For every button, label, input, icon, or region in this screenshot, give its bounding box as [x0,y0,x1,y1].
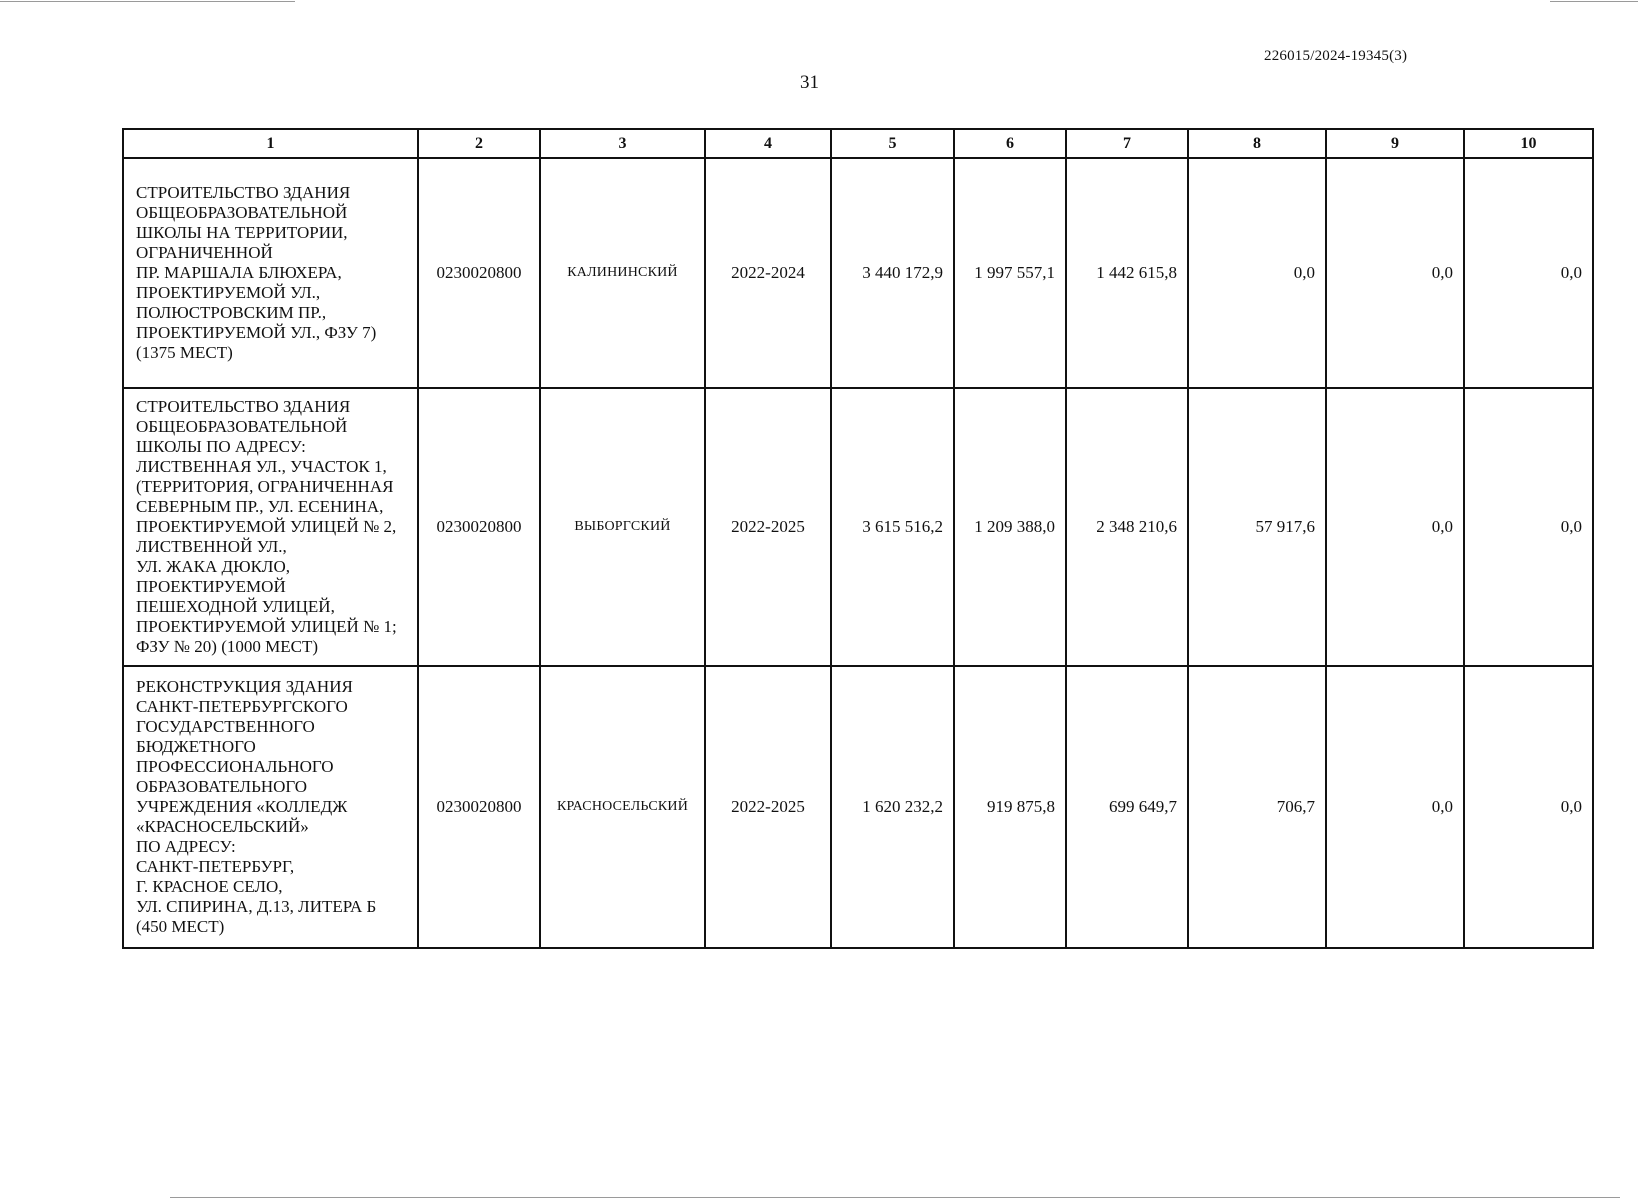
description-line: СЕВЕРНЫМ ПР., УЛ. ЕСЕНИНА, [136,497,384,516]
description-line: (1375 МЕСТ) [136,343,233,362]
description-line: ПРОФЕССИОНАЛЬНОГО [136,757,334,776]
description-line: ШКОЛЫ ПО АДРЕСУ: [136,437,306,456]
budget-code: 0230020800 [418,666,540,948]
value-col5: 3 615 516,2 [831,388,954,666]
value-col6: 919 875,8 [954,666,1066,948]
value-col7: 699 649,7 [1066,666,1188,948]
value-col9: 0,0 [1326,666,1464,948]
description-line: ЛИСТВЕННАЯ УЛ., УЧАСТОК 1, [136,457,387,476]
period: 2022-2025 [705,388,831,666]
object-description [123,666,418,948]
value-col6: 1 209 388,0 [954,388,1066,666]
description-line: САНКТ-ПЕТЕРБУРГ, [136,857,295,876]
description-line: УЛ. СПИРИНА, Д.13, ЛИТЕРА Б [136,897,377,916]
description-line: ФЗУ № 20) (1000 МЕСТ) [136,637,318,656]
description-line: УЧРЕЖДЕНИЯ «КОЛЛЕДЖ [136,797,348,816]
district-name: КАЛИНИНСКИЙ [540,158,705,388]
column-number-row [123,129,1593,158]
budget-code: 0230020800 [418,158,540,388]
column-header: 2 [418,129,540,158]
description-line: ОБРАЗОВАТЕЛЬНОГО [136,777,308,796]
object-description [123,388,418,666]
description-line: РЕКОНСТРУКЦИЯ ЗДАНИЯ [136,677,353,696]
column-header: 1 [123,129,418,158]
description-line: ПРОЕКТИРУЕМОЙ УЛИЦЕЙ № 1; [136,617,397,636]
value-col9: 0,0 [1326,158,1464,388]
period: 2022-2025 [705,666,831,948]
value-col8: 57 917,6 [1188,388,1326,666]
value-col6: 1 997 557,1 [954,158,1066,388]
table-row [123,666,1593,948]
description-line: ПО АДРЕСУ: [136,837,236,856]
description-line: ШКОЛЫ НА ТЕРРИТОРИИ, [136,223,348,242]
budget-table [122,128,1594,949]
description-line: ЛИСТВЕННОЙ УЛ., [136,537,287,556]
value-col10: 0,0 [1464,158,1593,388]
value-col5: 3 440 172,9 [831,158,954,388]
value-col5: 1 620 232,2 [831,666,954,948]
district-name: КРАСНОСЕЛЬСКИЙ [540,666,705,948]
description-line: ПРОЕКТИРУЕМОЙ УЛИЦЕЙ № 2, [136,517,397,536]
column-header: 10 [1464,129,1593,158]
column-header: 9 [1326,129,1464,158]
district-name: ВЫБОРГСКИЙ [540,388,705,666]
object-description [123,158,418,388]
scan-edge-bottom [170,1197,1620,1198]
description-line: ОГРАНИЧЕННОЙ [136,243,273,262]
description-line: ПОЛЮСТРОВСКИМ ПР., [136,303,327,322]
description-line: ОБЩЕОБРАЗОВАТЕЛЬНОЙ [136,203,348,222]
value-col10: 0,0 [1464,388,1593,666]
value-col8: 0,0 [1188,158,1326,388]
description-line: САНКТ-ПЕТЕРБУРГСКОГО [136,697,348,716]
column-header: 3 [540,129,705,158]
table-row [123,158,1593,388]
table-row [123,388,1593,666]
description-line: СТРОИТЕЛЬСТВО ЗДАНИЯ [136,397,351,416]
description-line: ПРОЕКТИРУЕМОЙ УЛ., ФЗУ 7) [136,323,377,342]
value-col8: 706,7 [1188,666,1326,948]
description-line: БЮДЖЕТНОГО [136,737,256,756]
column-header: 4 [705,129,831,158]
description-line: Г. КРАСНОЕ СЕЛО, [136,877,283,896]
column-header: 5 [831,129,954,158]
description-line: ГОСУДАРСТВЕННОГО [136,717,315,736]
document-number: 226015/2024-19345(3) [1264,48,1408,64]
page-number: 31 [800,72,819,93]
description-line: (450 МЕСТ) [136,917,225,936]
description-line: (ТЕРРИТОРИЯ, ОГРАНИЧЕННАЯ [136,477,394,496]
description-line: СТРОИТЕЛЬСТВО ЗДАНИЯ [136,183,351,202]
description-line: ПРОЕКТИРУЕМОЙ [136,577,286,596]
scan-edge-top-left [0,1,295,2]
column-header: 7 [1066,129,1188,158]
description-line: ПЕШЕХОДНОЙ УЛИЦЕЙ, [136,597,335,616]
description-line: ПР. МАРШАЛА БЛЮХЕРА, [136,263,342,282]
value-col7: 2 348 210,6 [1066,388,1188,666]
description-line: ОБЩЕОБРАЗОВАТЕЛЬНОЙ [136,417,348,436]
column-header: 8 [1188,129,1326,158]
column-header: 6 [954,129,1066,158]
description-line: УЛ. ЖАКА ДЮКЛО, [136,557,290,576]
period: 2022-2024 [705,158,831,388]
value-col7: 1 442 615,8 [1066,158,1188,388]
description-line: ПРОЕКТИРУЕМОЙ УЛ., [136,283,321,302]
value-col10: 0,0 [1464,666,1593,948]
scan-edge-top-right [1550,1,1638,2]
value-col9: 0,0 [1326,388,1464,666]
budget-code: 0230020800 [418,388,540,666]
description-line: «КРАСНОСЕЛЬСКИЙ» [136,817,309,836]
